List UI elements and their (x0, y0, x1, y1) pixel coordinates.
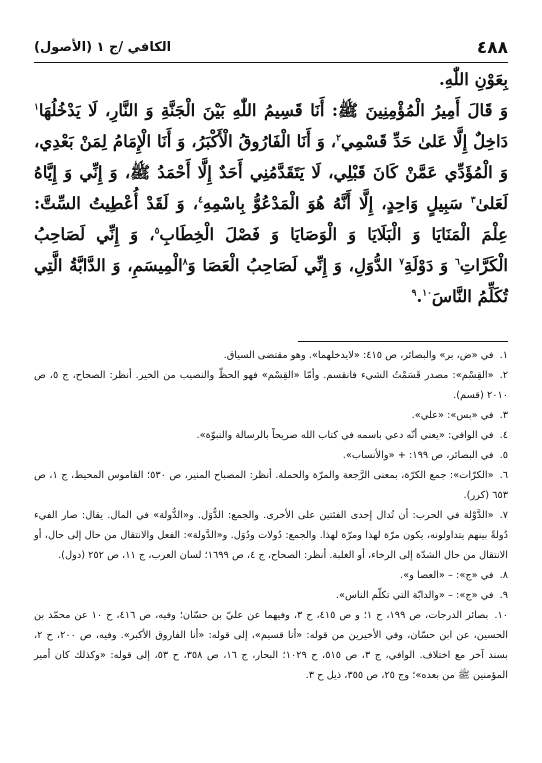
footnote-ref[interactable]: ٨ (182, 257, 188, 268)
footnote-ref[interactable]: ٥ (154, 226, 160, 237)
footnote (34, 566, 508, 586)
footnote (34, 506, 508, 566)
footnote (34, 466, 508, 506)
footnote (34, 446, 508, 466)
footnote-ref[interactable]: ٤ (198, 195, 203, 206)
footnote-rule (298, 341, 508, 342)
hadith-text: وَ قَالَ أَمِيرُ الْمُؤْمِنِينَ ﷺ: أَنَا قَسِيمُ اللّٰهِ بَيْنَ الْجَنَّةِ وَ النَّارِ، لَا يَدْخُلُهَا (38, 100, 508, 120)
footnote-number: ٦. (499, 470, 509, 481)
hadith-text: وَ دَوْلَةِ (404, 255, 455, 275)
footnote-ref[interactable]: ٧ (399, 257, 405, 268)
footnote (34, 406, 508, 426)
footnote-text: في «ج»: – «والدابّة التي تكلّم الناس». (335, 590, 494, 601)
footnote-text: في «ج»: – «العصا و». (400, 570, 494, 581)
footnote-ref[interactable]: ١ (34, 102, 39, 113)
hadith-text: الْمِيسَمِ، وَ الدَّابَّةُ الَّتِي تُكَلِّمُ النَّاسَ (34, 255, 508, 306)
footnote (34, 426, 508, 446)
footnote (34, 586, 508, 606)
footnote-number: ٥. (499, 450, 508, 461)
footnote-text: في «ض، بر» والبصائر، ص ٤١٥: «لايدخلهما». وهو مقتضى السياق. (223, 350, 494, 361)
footnote-ref[interactable]: ٩ (411, 288, 417, 299)
footnote-ref[interactable]: ٣ (470, 195, 476, 206)
footnote-text: «الكرّات»: جمع الكرّة، بمعنى الرَّجعة والمرّة والحملة. أنظر: المصباح المنير، ص ٥٣٠؛ القاموس المحيط، ج ١، ص ٦٥٣ (كرر). (34, 470, 508, 501)
footnote-text: في «بس»: «علي». (411, 410, 494, 421)
footnotes (34, 346, 508, 686)
hadith-text: الدُّوَلِ، وَ إِنِّي لَصَاحِبُ الْعَصَا وَ (187, 255, 400, 275)
footnote-ref[interactable]: ١٠ (422, 288, 432, 299)
footnote-text: في الوافي: «يعني أنّه دعي باسمه في كتاب الله صريحاً بالرسالة والنبوّة». (196, 430, 494, 441)
footnote-number: ٢. (499, 370, 508, 381)
footnote-number: ٧. (499, 510, 508, 521)
footnote-number: ٤. (499, 430, 508, 441)
footnote (34, 366, 508, 406)
footnote-text: «القِسْم»: مصدر قَسَمْتُ الشيء فانقسم. وأمّا «القِسْم» فهو الحظّ والنصيب من الخير. أنظر: الصحاح، ج ٥، ص ٢٠١٠ (قسم). (34, 370, 508, 401)
hadith-text: ، وَ لَقَدْ أُعْطِيتُ السِّتَّ: عِلْمَ الْمَنَايَا وَ الْبَلَايَا وَ الْوَصَايَا وَ فَصْلَ الْخِطَابِ (34, 193, 508, 244)
hadith-text: ، وَ إِنِّي لَصَاحِبُ الْكَرَّاتِ (34, 224, 508, 275)
footnote (34, 606, 508, 686)
footnote-ref[interactable]: ٦ (454, 257, 460, 268)
hadith-text: . (416, 286, 423, 306)
footnote (34, 346, 508, 366)
hadith-text: ، وَ أَنَا الْفَارُوقُ الْأَكْبَرُ، وَ أَنَا الْإِمَامُ لِمَنْ بَعْدِي، وَ الْمُؤَدِّي عَمَّنْ كَانَ قَبْلِي، لَا يَتَقَدَّمُنِي أَحَدٌ إِلَّا أَحْمَدُ ﷺ، وَ إِنِّي وَ إِيَّاهُ لَعَلىٰ (34, 131, 509, 213)
opening-line: بِعَوْنِ اللّٰهِ. (439, 69, 508, 89)
hadith-text: دَاخِلٌ إِلَّا عَلىٰ حَدِّ قَسْمِي (341, 131, 508, 151)
hadith-text: سَبِيلٍ وَاحِدٍ، إِلَّا أَنَّهُ هُوَ الْمَدْعُوُّ بِاسْمِهِ (202, 193, 471, 213)
footnote-text: بصائر الدرجات، ص ١٩٩، ح ١؛ و ص ٤١٥، ح ٣، وفيهما عن عليّ بن حسّان؛ وفيه، ص ٤١٦، ح ١٠ عن محمّد بن الحسين، عن ابن حسّان، وفي الأخيرين من قوله: «أنا قسيم»، إلى قوله: «أنا الفاروق الأكبر». وفيه، ص ٢٠٠، ح ٢، بسند آخر مع اختلاف. الوافي، ج ٣، ص ٥١٥، ح ١٠٢٩؛ البحار، ج ١٦، ص ٣٥٨، ح ٥٣، إلى قوله: «وكذلك كان أمير المؤمنين ﷺ من بعده»؛ وج ٢٥، ص ٣٥٥، ذيل ح ٣. (34, 610, 508, 681)
footnote-number: ٣. (499, 410, 508, 421)
main-text (34, 64, 508, 312)
footnote-number: ١٠. (494, 610, 508, 621)
footnote-number: ١. (499, 350, 508, 361)
running-title: الكافي /ج ١ (الأصول) (34, 40, 172, 55)
footnote-text: «الدَّوْلة في الحرب: أن تُدال إحدى الفئتين على الأخرى. والجمع: الدُّوَل. و«الدُّولة» في المال. يقال: صار الفيء دُولةً بينهم يتداولونه، يكون مرّة لهذا ومرّة لهذا. والجمع: دُولات ودُوَل. و«الدَّولة»: الفعل والانتقال من حال إلى حال، أو الانتقال من حال الشدّة إلى الرخاء، أو الغلبة. أنظر: الصحاح، ج ٤، ص ١٦٩٩؛ لسان العرب، ج ١١، ص ٢٥٢ (دول). (34, 510, 508, 561)
footnote-number: ٩. (499, 590, 508, 601)
page-header (34, 38, 508, 60)
footnote-text: في البصائر، ص ١٩٩: + «والأنساب». (342, 450, 494, 461)
header-rule (34, 62, 508, 63)
footnote-ref[interactable]: ٢ (336, 133, 341, 144)
page-number: ٤٨٨ (476, 38, 508, 58)
footnote-number: ٨. (499, 570, 508, 581)
hadith-paragraph (34, 95, 508, 312)
